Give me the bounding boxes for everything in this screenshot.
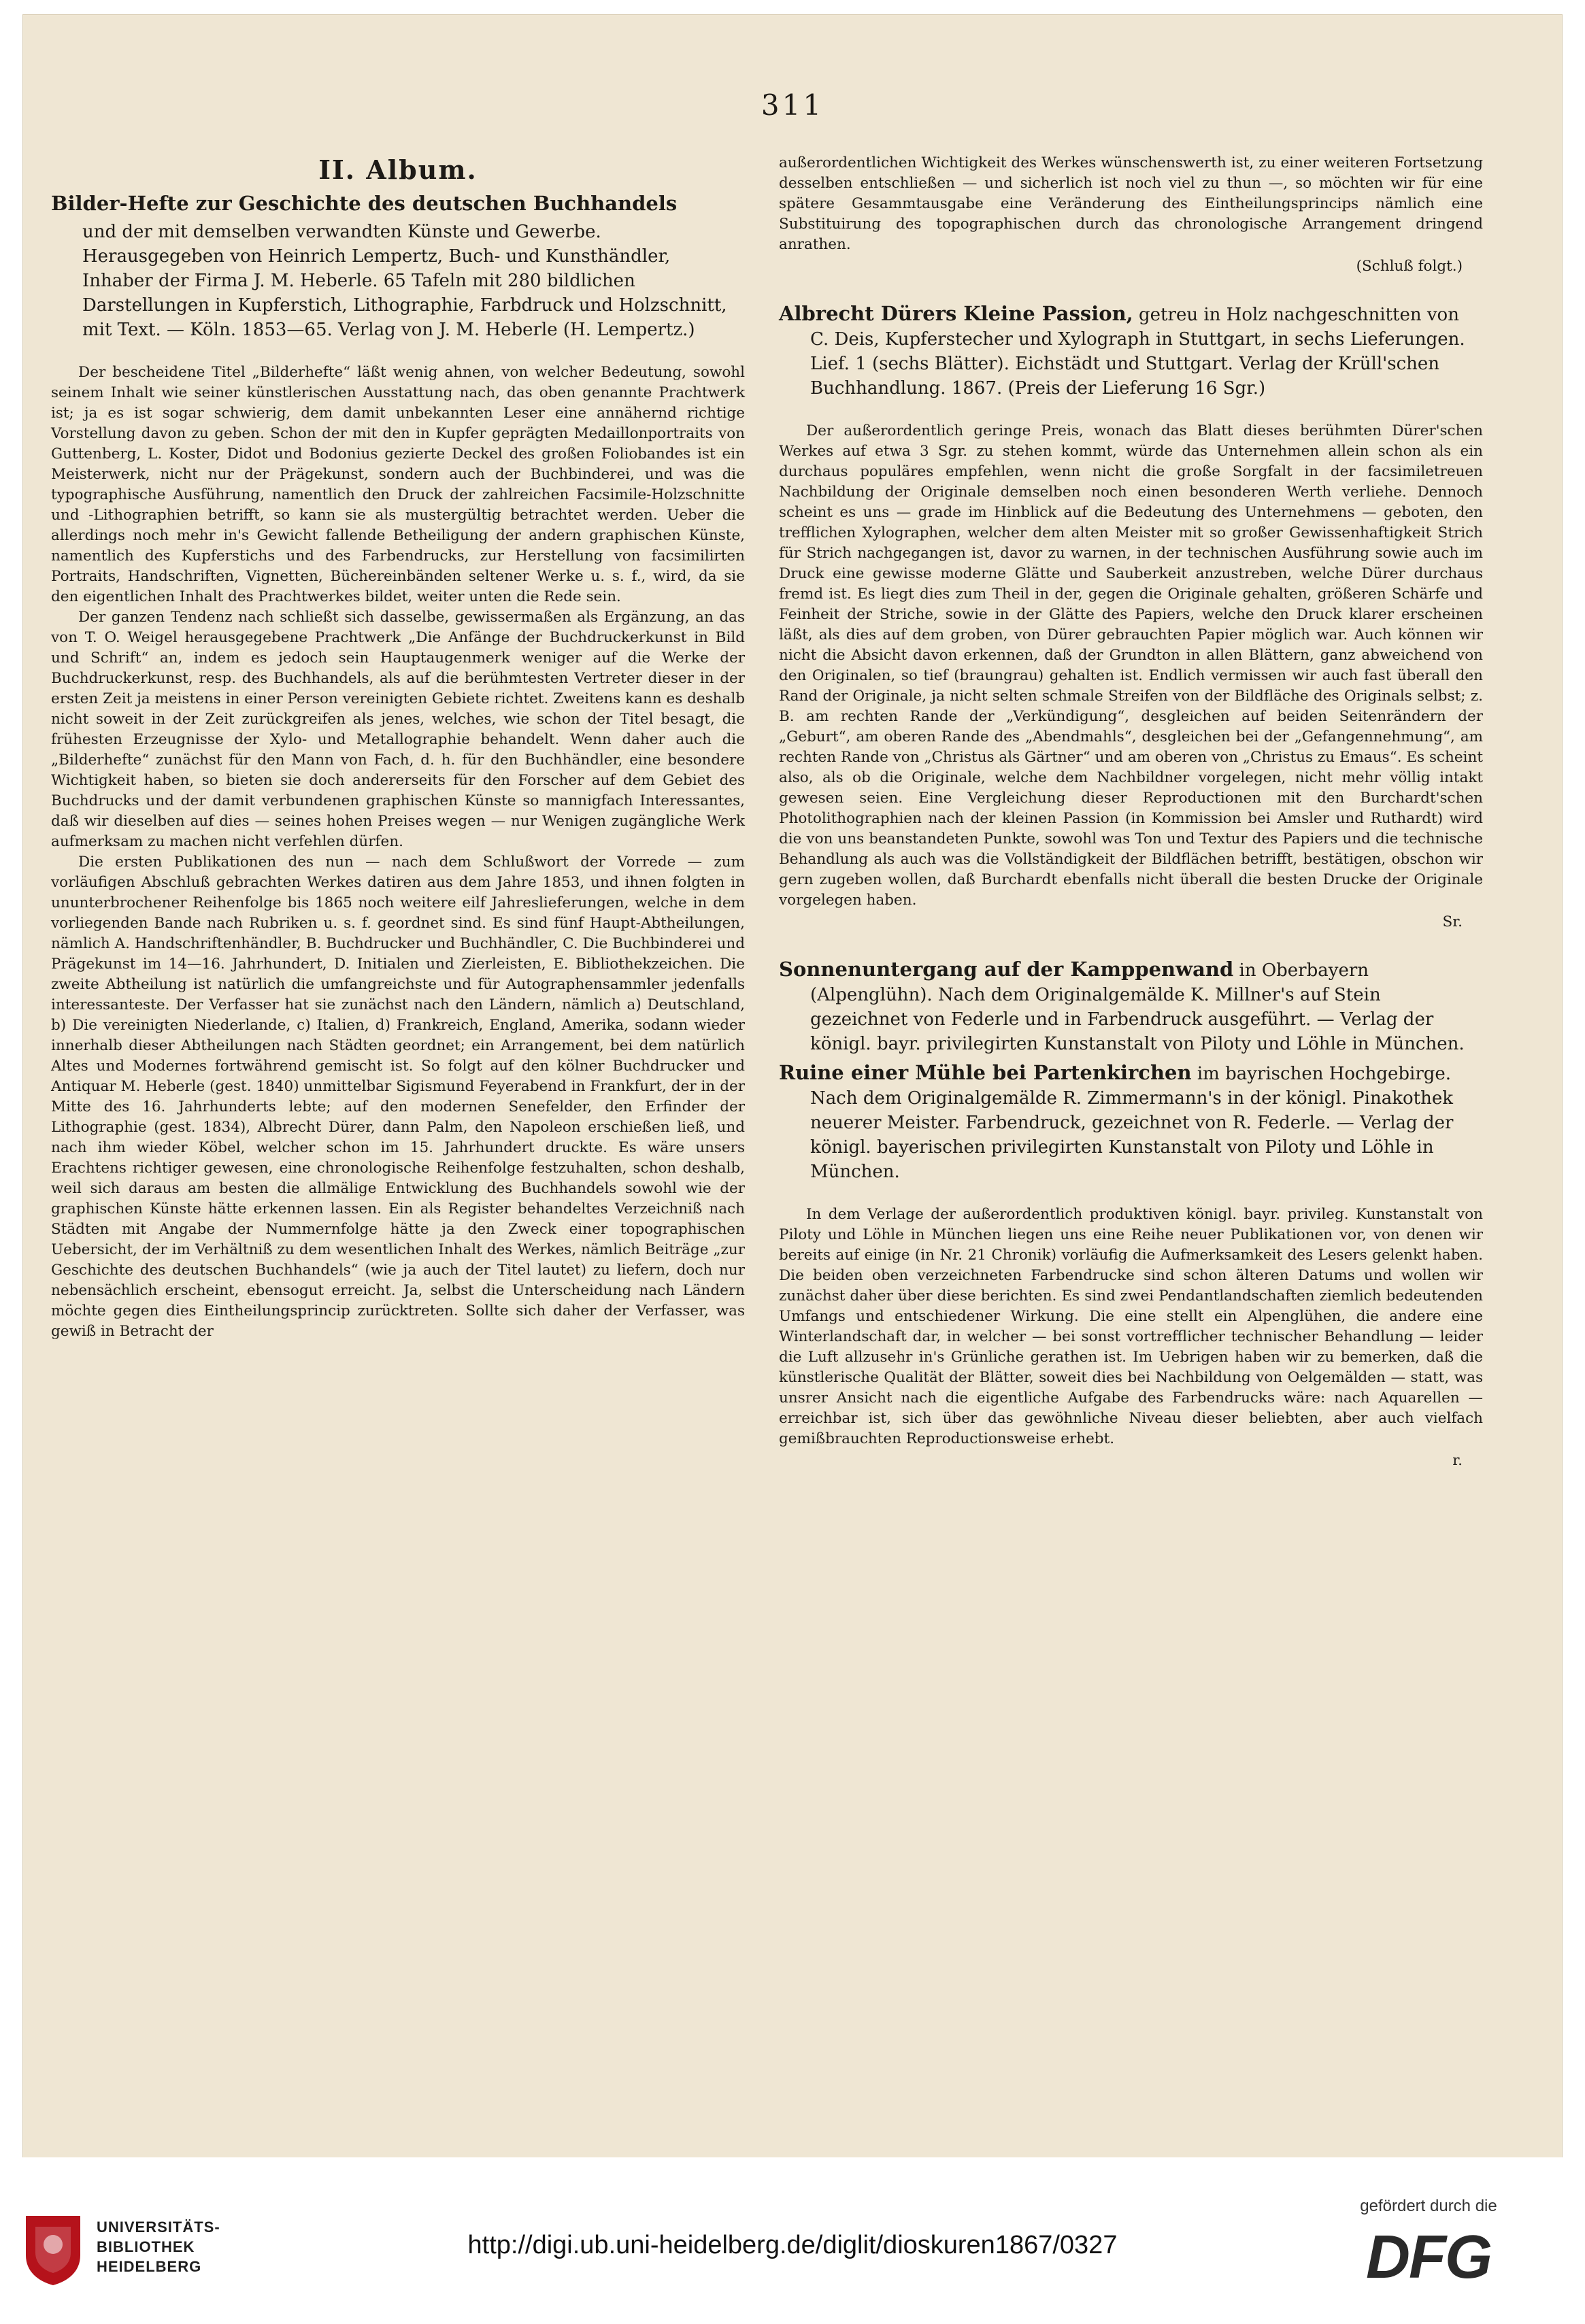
entry-title-text: Sonnenuntergang auf der Kamppenwand [779,958,1234,981]
logo-line: HEIDELBERG [97,2258,202,2275]
permalink-url[interactable]: http://digi.ub.uni-heidelberg.de/diglit/dioskuren1867/0327 [467,2231,1118,2259]
continuation-note: (Schluß folgt.) [1356,258,1463,275]
entry-meta-bilderhefte: und der mit demselben verwandten Künste und Gewerbe. Herausgegeben von Heinrich Lempertz, Buch- und Kunsthändler, Inhaber der Firma J. M. Heberle. 65 Tafeln mit 280 bildlichen Darstellungen in Kupferstich, Lithographie, Farbdruck und Holzschnitt, mit Text. — Köln. 1853—65. Verlag von J. M. Heberle (H. Lempertz.) [82,222,727,340]
paragraph: In dem Verlage der außerordentlich produktiven königl. bayr. privileg. Kunstanstalt von Piloty und Löhle in München liegen uns eine Reihe neuer Publikationen vor, von denen wir bereits auf einige (in Nr. 21 Chronik) vorläufig die Aufmerksamkeit des Lesers gelenkt haben. Die beiden oben verzeichneten Farbendrucke sind schon älteren Datums und wollen wir zunächst daher über diese berichten. Es sind zwei Pendantlandschaften ziemlich bedeutenden Umfangs und entschiedener Wirkung. Die eine stellt ein Alpenglühen, die andere eine Winterlandschaft dar, in welcher — bei sonst vortrefflicher technischer Behandlung — leider die Luft allzusehr in's Grünliche gerathen ist. Im Uebrigen haben wir zu bemerken, daß die künstlerische Qualität der Blätter, soweit dies bei Nachbildung von Oelgemälden — statt, was unsrer Ansicht nach die eigentliche Aufgabe des Farbendrucks wäre: nach Aquarellen — erreichbar ist, sich über das gewöhnliche Niveau dieser beliebten, aber auch vielfach gemißbrauchten Reproductionsweise erhebt. [779,1206,1483,1447]
section-heading: II. Album. [318,154,478,185]
entry-title-text: Albrecht Dürers Kleine Passion, [779,302,1133,325]
page-number: 311 [761,88,824,122]
paragraph: Der außerordentlich geringe Preis, wonach das Blatt dieses berühmten Dürer'schen Werkes auf etwa 3 Sgr. zu stehen kommt, würde das Unternehmen allein schon als ein durchaus populäres empfehlen, wenn nicht die große Sorgfalt in der facsimiletreuen Nachbildung der Originale demselben noch einen besonderen Werth verliehe. Dennoch scheint es uns — grade im Hinblick auf die Bedeutung des Unternehmens — geboten, den trefflichen Xylographen, welcher dem alten Meister mit so großer Gewissenhaftigkeit Strich für Strich nachgegangen ist, davor zu warnen, in der technischen Ausführung sowie auch im Druck eine gewisse moderne Glätte und Sauberkeit anzustreben, welche Dürer durchaus fremd ist. Es liegt dies zum Theil in der, gegen die Originale gehalten, größeren Schärfe und Feinheit der Striche, sowie in der Glätte des Papiers, welche den Druck klarer erscheinen läßt, als dies auf dem groben, von Dürer gebrauchten Papier möglich war. Auch können wir nicht die Absicht davon erkennen, daß der Grundton in allen Blättern, ganz abweichend von den Originalen, so tief (braungrau) gehalten ist. Endlich vermissen wir auch fast überall den Rand der Originale, ja nicht selten schmale Streifen von der Bildfläche des Originals selbst; z. B. am rechten Rande der „Verkündigung“, desgleichen auf beiden Seitenrändern der „Geburt“, am oberen Rande des „Abendmahls“, desgleichen bei der „Gefangennehmung“, am rechten Rande von „Christus als Gärtner“ und am oberen von „Christus zu Emaus“. Es scheint also, als ob die Originale, welche dem Nachbildner vorgelegen, nicht mehr völlig intakt gewesen seien. Eine Vergleichung dieser Reproductionen mit den Burchardt'schen Photolithographien nach der kleinen Passion (in Kommission bei Amsler und Ruthardt) wird die von uns beanstandeten Punkte, sowohl was Ton und Textur des Papiers und die technische Behandlung als auch was die Vollständigkeit der Bildflächen betrifft, bestätigen, obschon wir gern zugeben wollen, daß Burchardt ebenfalls nicht überall die besten Drucke der Originale vorgelegen haben. [779,422,1483,909]
paragraph-continued: außerordentlichen Wichtigkeit des Werkes wünschenswerth ist, zu einer weiteren Fortsetzung desselben entschließen — und sicherlich ist noch viel zu thun —, so möchten wir für eine spätere Gesammtausgabe eine Veränderung des Eintheilungsprincips nämlich eine Substituirung des topographischen durch das chronologische Arrangement dringend anrathen. [779,154,1483,253]
author-signature: r. [1452,1452,1463,1469]
logo-line: UNIVERSITÄTS- [97,2219,220,2236]
entry-title-text: Ruine einer Mühle bei Partenkirchen [779,1061,1192,1084]
paragraph: Der ganzen Tendenz nach schließt sich dasselbe, gewissermaßen als Ergänzung, an das von T. O. Weigel herausgegebene Prachtwerk „Die Anfänge der Buchdruckerkunst in Bild und Schrift“ an, indem es jedoch sein Hauptaugenmerk weniger auf die Werke der Buchdruckerkunst, resp. des Buchhandels, als auf die berühmtesten Vertreter dieser in der ersten Zeit ja meistens in einer Person vereinigten Gebiete richtet. Zweitens kann es deshalb nicht soweit in der Zeit zurückgreifen als jenes, welches, wie schon der Titel besagt, die frühesten Erzeugnisse der Xylo- und Metallographie behandelt. Wenn daher auch die „Bilderhefte“ zunächst für den Mann von Fach, d. h. für den Buchhändler, eine besondere Wichtigkeit haben, so bieten sie doch andererseits für den Forscher auf dem Gebiet des Buchdrucks und der damit verbundenen graphischen Künste so mannigfach Interessantes, daß wir dieselben auf dies — seines hohen Preises wegen — nur Wenigen zugängliche Werk aufmerksam zu machen nicht verfehlen dürfen. [51,609,745,850]
author-signature: Sr. [1442,913,1463,930]
right-column [779,153,1483,1471]
entry-sonnenuntergang [779,957,1483,1056]
funder-label: gefördert durch die [1360,2197,1497,2215]
left-column [51,153,745,1342]
entry-meta: getreu in Holz nachgeschnitten von C. Deis, Kupferstecher und Xylograph in Stuttgart, in sechs Lieferungen. Lief. 1 (sechs Blätter). Eichstädt und Stuttgart. Verlag der Krüll'schen Buchhandlung. 1867. (Preis der Lieferung 16 Sgr.) [810,305,1465,399]
entry-meta: im bayrischen Hochgebirge. Nach dem Originalgemälde R. Zimmermann's in der königl. Pinakothek neuerer Meister. Farbendruck, gezeichnet von R. Federle. — Verlag der königl. bayerischen privilegirten Kunstanstalt von Piloty und Löhle in München. [810,1064,1454,1182]
footer-bar [0,2157,1585,2324]
dfg-logo: DFG [1366,2223,1491,2291]
entry-title-text: Bilder-Hefte zur Geschichte des deutschen Buchhandels [51,192,678,215]
paragraph: Der bescheidene Titel „Bilderhefte“ läßt wenig ahnen, von welcher Bedeutung, sowohl seinem Inhalt wie seiner künstlerischen Ausstattung nach, das oben genannte Prachtwerk ist; ja es ist sogar schwierig, dem damit unbekannten Leser eine annähernd richtige Vorstellung davon zu geben. Schon der mit den in Kupfer geprägten Medaillonportraits von Guttenberg, L. Koster, Didot und Bodonius gezierte Deckel des großen Foliobandes ist ein Meisterwerk, nicht nur der Prägekunst, sondern auch der Buchbinderei, und was die typographische Ausführung, namentlich den Druck der zahlreichen Facsimile-Holzschnitte und -Lithographien betrifft, so kann sie als mustergültig betrachtet werden. Ueber die allerdings noch mehr in's Gewicht fallende Betheiligung der andern graphischen Künste, namentlich des Kupferstichs und des Farbendrucks, zur Herstellung von facsimilirten Portraits, Handschriften, Vignetten, Büchereinbänden seltener Werke u. s. f., wird, da sie den eigentlichen Inhalt des Prachtwerkes bildet, weiter unten die Rede sein. [51,364,745,605]
funder-block[interactable] [1299,2197,1558,2293]
entry-meta: in Oberbayern (Alpenglühn). Nach dem Originalgemälde K. Millner's auf Stein gezeichnet von Federle und in Farbendruck ausgeführt. — Verlag der königl. bayr. privilegirten Kunstanstalt von Piloty und Löhle in München. [810,960,1465,1054]
entry-duerer [779,301,1483,401]
logo-line: BIBLIOTHEK [97,2238,195,2255]
entry-title-bilderhefte [51,191,745,217]
paragraph: Die ersten Publikationen des nun — nach dem Schlußwort der Vorrede — zum vorläufigen Abschluß gebrachten Werkes datiren aus dem Jahre 1853, und ihnen folgten in ununterbrochener Reihenfolge bis 1865 noch weitere eilf Jahreslieferungen, welche in dem vorliegenden Bande nach Rubriken u. s. f. geordnet sind. Es sind fünf Haupt-Abtheilungen, nämlich A. Handschriftenhändler, B. Buchdrucker und Buchhändler, C. Die Buchbinderei und Prägekunst im 14—16. Jahrhundert, D. Initialen und Zierleisten, E. Bibliothekzeichen. Die zweite Abtheilung ist natürlich die umfangreichste und für Autographensammler jedenfalls interessanteste. Der Verfasser hat sie zunächst nach den Ländern, nämlich a) Deutschland, b) Die vereinigten Niederlande, c) Italien, d) Frankreich, England, Amerika, sodann wieder innerhalb dieser Abtheilungen nach Städten geordnet; ein Arrangement, bei dem natürlich Altes und Modernes fortwährend gemischt ist. So folgt auf den kölner Buchdrucker und Antiquar M. Heberle (gest. 1840) unmittelbar Sigismund Feyerabend in Frankfurt, der in der Mitte des 16. Jahrhunderts lebte; auf den modernen Senefelder, den Erfinder der Lithographie (gest. 1834), Albrecht Dürer, dann Palm, den Napoleon erschießen ließ, und nach ihm wieder Köbel, welcher schon im 15. Jahrhundert druckte. Es wäre unsers Erachtens richtiger gewesen, eine chronologische Reihenfolge festzuhalten, schon deshalb, weil sich daraus am besten die allmälige Entwicklung des Buchhandels sowohl wie der graphischen Künste hätte erkennen lassen. Ein als Register behandeltes Verzeichniß nach Städten mit Angabe der Nummernfolge hätte ja den Zweck einer topographischen Uebersicht, der im Verhältniß zu dem wesentlichen Inhalt des Werkes, nämlich Beiträge „zur Geschichte des deutschen Buchhandels“ (wie ja auch der Titel lautet) zu liefern, doch nur nebensächlich erscheint, ebensogut erreicht. Ja, selbst die Unterscheidung nach Ländern möchte gegen dies Eintheilungsprincip zurücktreten. Sollte sich daher der Verfasser, was gewiß in Betracht der [51,854,745,1340]
entry-ruine [779,1060,1483,1184]
